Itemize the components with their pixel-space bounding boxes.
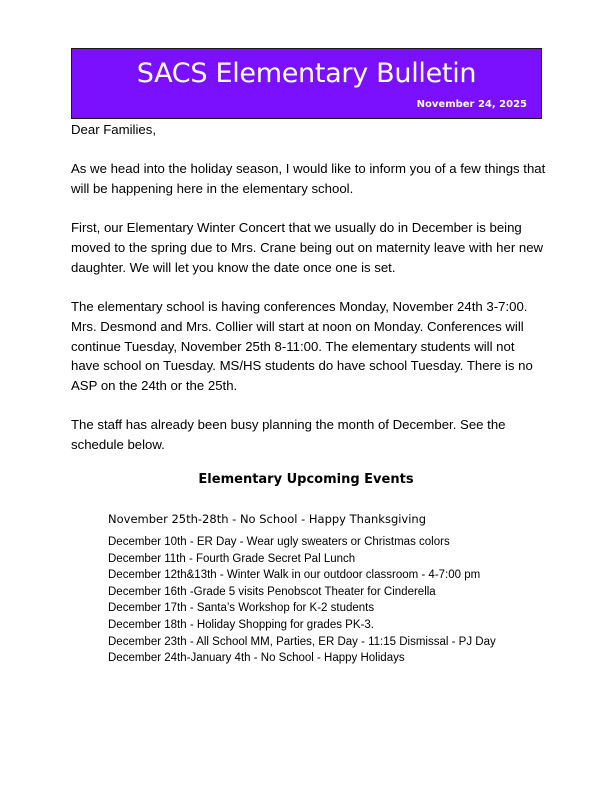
- event-item: December 17th - Santa’s Workshop for K-2 students: [108, 602, 375, 615]
- letter-paragraph: The staff has already been busy planning the month of December. See the schedule below.: [71, 417, 506, 453]
- events-heading: Elementary Upcoming Events: [198, 472, 414, 487]
- letter-paragraph: First, our Elementary Winter Concert that we usually do in December is being moved to the spring due to Mrs. Crane being out on maternity leave with her new daughter. We will let you know the date once one is set.: [71, 220, 544, 275]
- events-list: [108, 534, 496, 667]
- event-item: December 16th -Grade 5 visits Penobscot Theater for Cinderella: [108, 585, 436, 598]
- bulletin-title: SACS Elementary Bulletin: [136, 58, 477, 89]
- event-item: December 10th - ER Day - Wear ugly sweaters or Christmas colors: [108, 536, 450, 548]
- event-item: December 11th - Fourth Grade Secret Pal Lunch: [108, 552, 356, 565]
- event-item: December 18th - Holiday Shopping for grades PK-3.: [108, 618, 374, 631]
- event-item: December 12th&13th - Winter Walk in our outdoor classroom - 4-7:00 pm: [108, 569, 481, 582]
- letter-paragraph: As we head into the holiday season, I would like to inform you of a few things that will be happening here in the elementary school.: [71, 161, 546, 197]
- bulletin-banner: [71, 48, 542, 119]
- event-item: December 24th-January 4th - No School - Happy Holidays: [108, 652, 405, 665]
- event-item-thanksgiving: November 25th-28th - No School - Happy Thanksgiving: [108, 512, 427, 526]
- event-item: December 23th - All School MM, Parties, ER Day - 11:15 Dismissal - PJ Day: [108, 635, 496, 648]
- bulletin-date: November 24, 2025: [416, 99, 527, 110]
- letter-paragraph: The elementary school is having conferences Monday, November 24th 3-7:00. Mrs. Desmond and Mrs. Collier will start at noon on Monday. Conferences will continue Tuesday, November 25th 8-11:00. The elementary students will not have school on Tuesday. MS/HS students do have school Tuesday. There is no ASP on the 24th or the 25th.: [71, 299, 533, 394]
- letter-body: [71, 120, 546, 475]
- letter-greeting: Dear Families,: [71, 122, 157, 137]
